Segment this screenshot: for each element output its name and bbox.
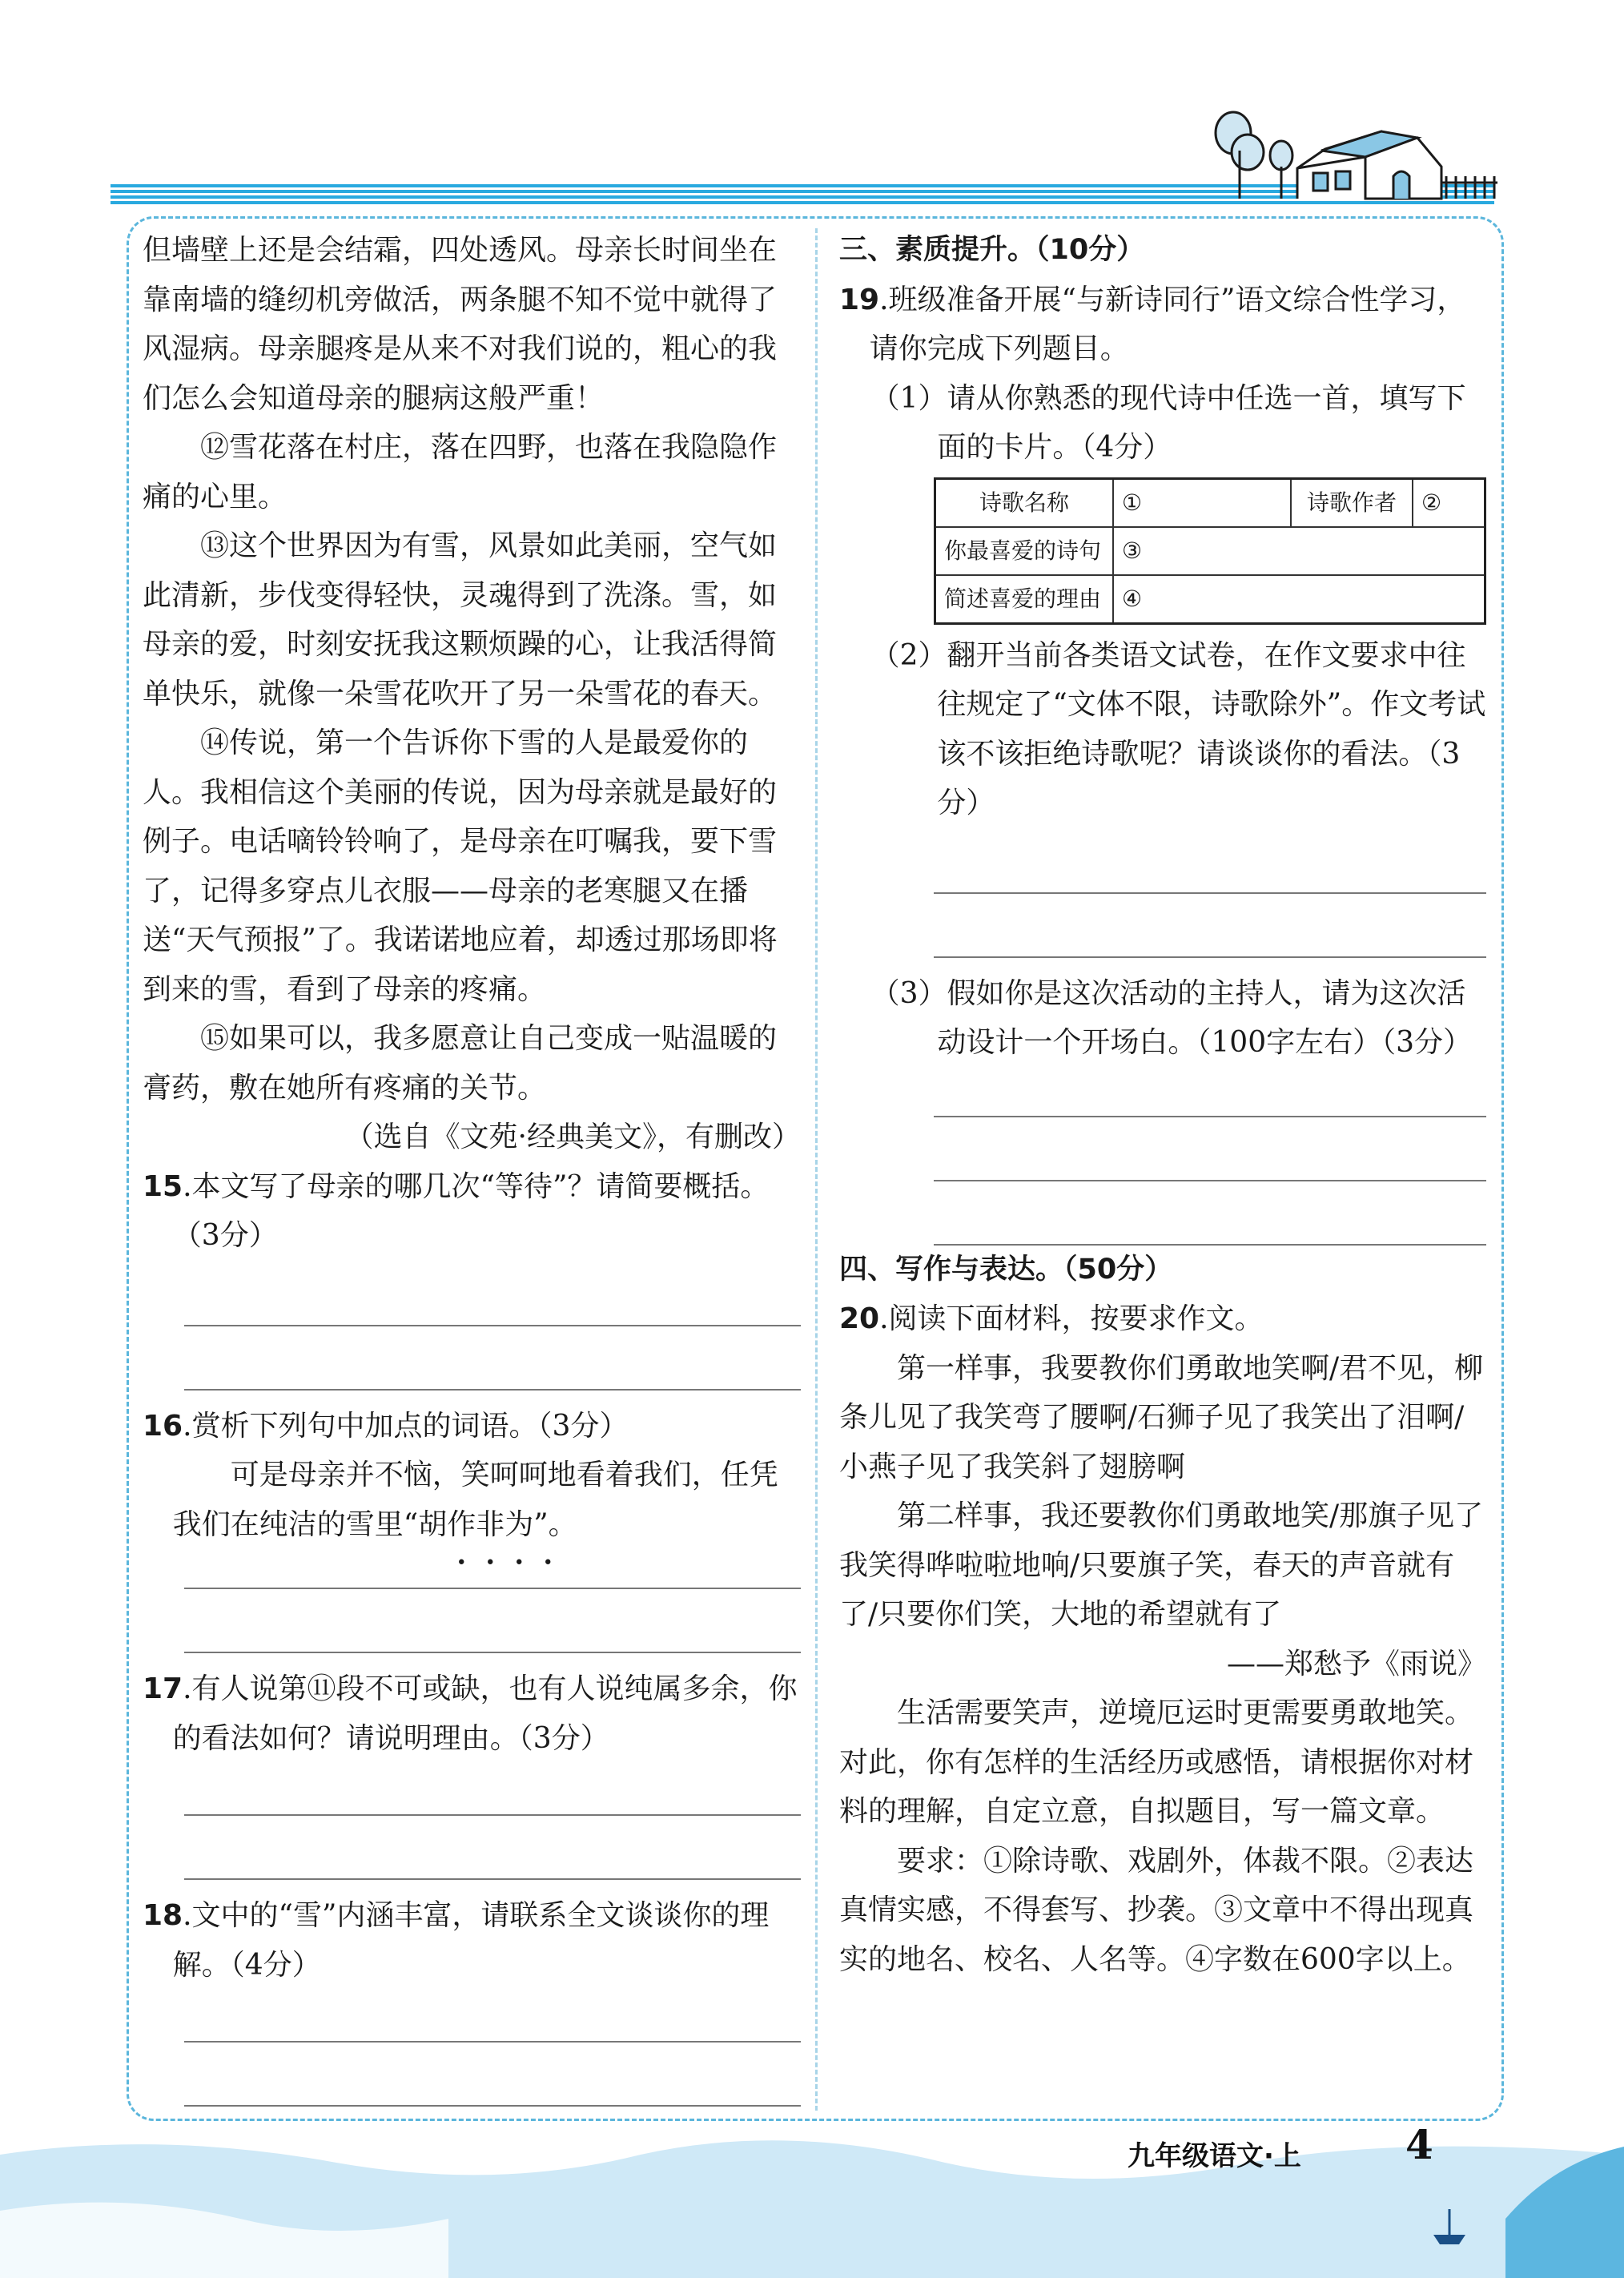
section-heading: 三、素质提升。（10分） (839, 234, 1145, 266)
question-text: .班级准备开展“与新诗同行”语文综合性学习，请你完成下列题目。 (869, 283, 1466, 365)
material-poem: 第二样事，我还要教你们勇敢地笑/那旗子见了我笑得哗啦啦地响/只要旗子笑，春天的声音就有了/只要你们笑，大地的希望就有了 (839, 1499, 1484, 1631)
card-label: 简述喜爱的理由 (935, 575, 1114, 624)
wave-footer-decoration (0, 2115, 1624, 2278)
dotted-char: 非 (476, 1507, 505, 1541)
card-cell[interactable]: ④ (1113, 575, 1485, 624)
question-number: 19 (839, 283, 880, 316)
sub-question: （3）假如你是这次活动的主持人，请为这次活动设计一个开场白。（100字左右）（3分） (870, 976, 1473, 1059)
sub-question: （1）请从你熟悉的现代诗中任选一首，填写下面的卡片。（4分） (870, 381, 1466, 464)
question-number: 15 (143, 1169, 183, 1203)
question-number: 17 (143, 1672, 183, 1705)
passage-paragraph: 但墙壁上还是会结霜，四处透风。母亲长时间坐在靠南墙的缝纫机旁做活，两条腿不知不觉中就得了风湿病。母亲腿疼是从来不对我们说的，粗心的我们怎么会知道母亲的腿病这般严重！ (143, 234, 778, 415)
question-15 (143, 1162, 801, 1261)
dotted-char: 作 (447, 1507, 476, 1541)
page-number: 4 (1405, 2121, 1433, 2168)
grade-subject-label: 九年级语文·上 (1128, 2140, 1301, 2172)
quote-text: 可是母亲并不恼，笑呵呵地看着我们，任凭我们在纯洁的雪里“ (172, 1459, 778, 1541)
poem-card-table (934, 477, 1486, 625)
card-cell[interactable]: ② (1413, 478, 1485, 527)
card-label: 诗歌作者 (1291, 478, 1413, 527)
sub-question: （2）翻开当前各类语文试卷，在作文要求中往往规定了“文体不限，诗歌除外”。作文考试该不该拒绝诗歌呢？请谈谈你的看法。（3分） (870, 638, 1486, 819)
card-label: 诗歌名称 (935, 478, 1114, 527)
question-number: 16 (143, 1409, 183, 1443)
passage-paragraph: ⑫雪花落在村庄，落在四野，也落在我隐隐作痛的心里。 (143, 431, 778, 513)
question-text: .本文写了母亲的哪几次“等待”？请简要概括。（3分） (172, 1169, 770, 1252)
question-number: 20 (839, 1302, 880, 1335)
card-cell[interactable]: ③ (1113, 527, 1485, 575)
column-divider (815, 228, 818, 2111)
material-poem: 第一样事，我要教你们勇敢地笑啊/君不见，柳条儿见了我笑弯了腰啊/石狮子见了我笑出了泪啊/小燕子见了我笑斜了翅膀啊 (839, 1351, 1484, 1483)
dotted-char: 胡 (418, 1507, 448, 1541)
dotted-char: 为 (504, 1507, 534, 1541)
writing-prompt: 生活需要笑声，逆境厄运时更需要勇敢地笑。对此，你有怎样的生活经历或感悟，请根据你对材料的理解，自定立意，自拟题目，写一篇文章。 (839, 1696, 1474, 1828)
material-source: ——郑愁予《雨说》 (1226, 1647, 1486, 1680)
question-18 (143, 1891, 801, 1990)
passage-source: （选自《文苑·经典美文》，有删改） (344, 1121, 801, 1153)
writing-requirements: 要求：①除诗歌、戏剧外，体裁不限。②表达真情实感，不得套写、抄袭。③文章中不得出现真实的地名、校名、人名等。④字数在600字以上。 (839, 1844, 1474, 1976)
passage-paragraph: ⑬这个世界因为有雪，风景如此美丽，空气如此清新，步伐变得轻快，灵魂得到了洗涤。雪，如母亲的爱，时刻安抚我这颗烦躁的心，让我活得简单快乐，就像一朵雪花吹开了另一朵雪花的春天。 (143, 529, 778, 710)
question-text: .阅读下面材料，按要求作文。 (879, 1302, 1264, 1335)
question-text: .赏析下列句中加点的词语。（3分） (183, 1409, 629, 1443)
question-text: .有人说第⑪段不可或缺，也有人说纯属多余，你的看法如何？请说明理由。（3分） (172, 1672, 798, 1755)
card-label: 你最喜爱的诗句 (935, 527, 1114, 575)
passage-paragraph: ⑮如果可以，我多愿意让自己变成一贴温暖的膏药，敷在她所有疼痛的关节。 (143, 1022, 778, 1105)
question-17 (143, 1664, 801, 1763)
card-cell[interactable]: ① (1113, 478, 1291, 527)
section-heading: 四、写作与表达。（50分） (839, 1253, 1173, 1286)
question-number: 18 (143, 1899, 183, 1932)
quoted-sentence (143, 1451, 801, 1549)
house-tree-illustration (1201, 103, 1505, 223)
left-column (143, 226, 801, 2107)
question-16 (143, 1402, 801, 1451)
question-text: .文中的“雪”内涵丰富，请联系全文谈谈你的理解。（4分） (172, 1899, 770, 1982)
quote-text: ”。 (533, 1507, 577, 1541)
passage-paragraph: ⑭传说，第一个告诉你下雪的人是最爱你的人。我相信这个美丽的传说，因为母亲就是最好的例子。电话嘀铃铃响了，是母亲在叮嘱我，要下雪了，记得多穿点儿衣服——母亲的老寒腿又在播送“天气预报”了。我诺诺地应着，却透过那场即将到来的雪，看到了母亲的疼痛。 (143, 726, 778, 1006)
question-20 (839, 1294, 1486, 1344)
question-19 (839, 276, 1486, 374)
answer-line[interactable] (184, 2105, 801, 2107)
right-column (839, 226, 1486, 1984)
